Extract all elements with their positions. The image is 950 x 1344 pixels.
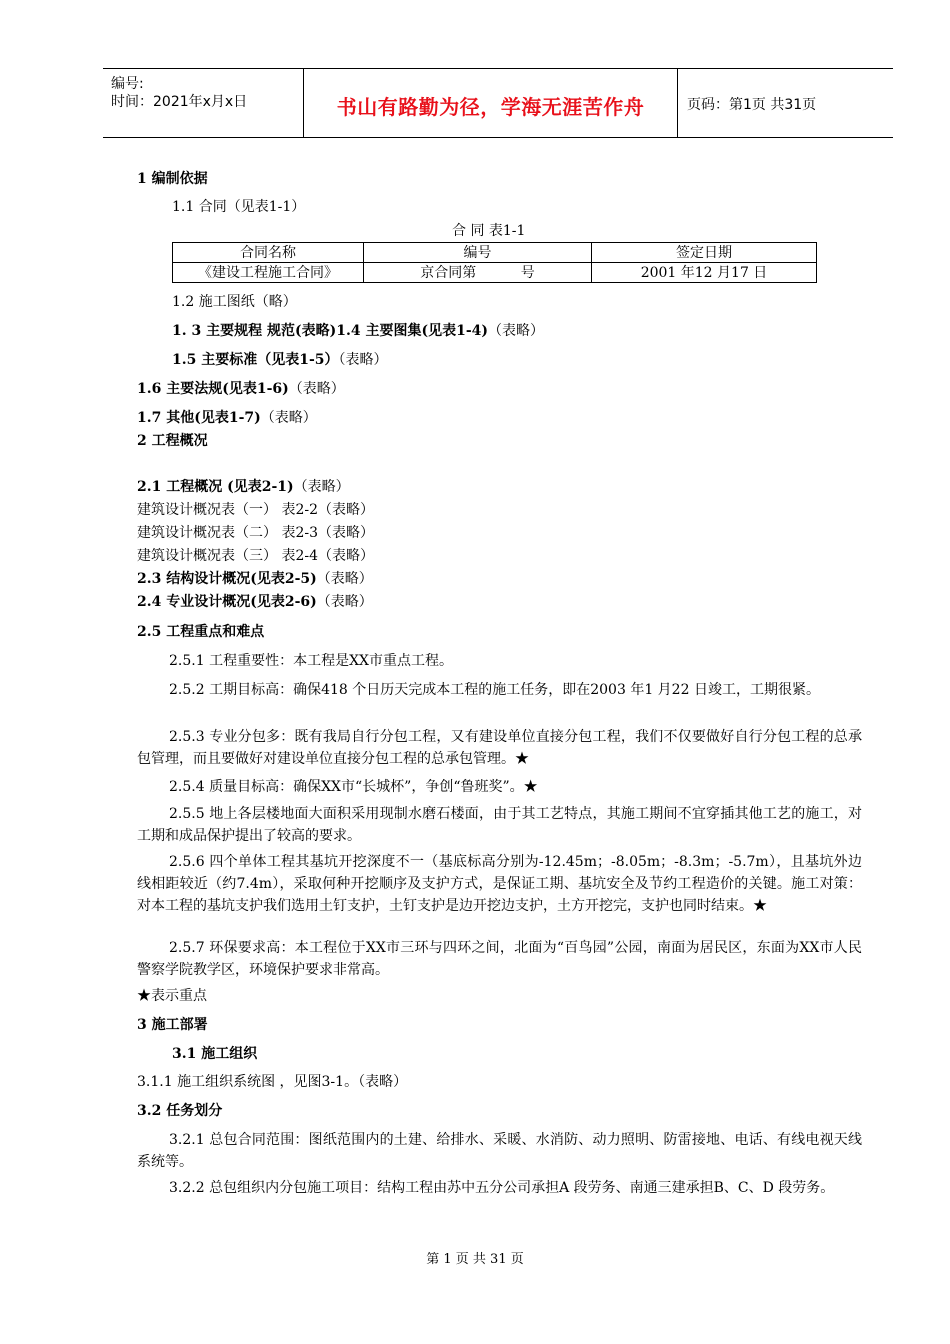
table-header-row	[173, 243, 817, 263]
heading-2-4	[137, 592, 373, 612]
arch-table-ref: 建筑设计概况表（三） 表2-4（表略）	[137, 548, 374, 564]
heading-1-5-note: （表略）	[338, 352, 388, 368]
heading-1-3-note: （表略）	[488, 323, 544, 339]
arch-table-ref: 建筑设计概况表（二） 表2-3（表略）	[137, 525, 374, 541]
heading-2-3-text: 2.3 结构设计概况(见表2-5)	[137, 571, 317, 587]
paragraph-3-2-2: 3.2.2 总包组织内分包施工项目：结构工程由苏中五分公司承担A 段劳务、南通三建承担B、C、D 段劳务。	[169, 1180, 835, 1196]
table-cell: 2001 年12 月17 日	[592, 263, 817, 283]
paragraph-2-5-4: 2.5.4 质量目标高：确保XX市“长城杯”，争创“鲁班奖”。★	[169, 779, 538, 795]
heading-2-1	[137, 477, 350, 497]
heading-2: 2 工程概况	[137, 433, 208, 449]
heading-2-3-note: （表略）	[316, 571, 373, 587]
table-header-cell: 合同名称	[173, 243, 364, 263]
paragraph-2-5-3: 2.5.3 专业分包多：既有我局自行分包工程，又有建设单位直接分包工程，我们不仅要做好自行分包工程的总承包管理，而且要做好对建设单位直接分包工程的总承包管理。★	[137, 729, 862, 767]
heading-1-7-text: 1.7 其他(见表1-7)	[137, 410, 261, 426]
heading-2-5: 2.5 工程重点和难点	[137, 624, 265, 640]
heading-1-2: 1.2 施工图纸（略）	[172, 294, 297, 310]
paragraph-2-5-1: 2.5.1 工程重要性：本工程是XX市重点工程。	[169, 653, 454, 669]
header-divider	[677, 69, 678, 137]
heading-2-1-note: （表略）	[293, 479, 350, 495]
heading-2-1-text: 2.1 工程概况 (见表2-1)	[137, 479, 294, 495]
table-header-cell: 编号	[364, 243, 592, 263]
page-footer: 第 1 页 共 31 页	[426, 1252, 524, 1267]
heading-1-3	[172, 321, 544, 341]
serial-label: 编号:	[111, 76, 144, 92]
table-header-cell: 签定日期	[592, 243, 817, 263]
heading-1: 1 编制依据	[137, 171, 208, 187]
heading-1-6-text: 1.6 主要法规(见表1-6)	[137, 381, 289, 397]
paragraph-2-5-5: 2.5.5 地上各层楼地面大面积采用现制水磨石楼面，由于其工艺特点，其施工期间不宜穿插其他工艺的施工，对工期和成品保护提出了较高的要求。	[137, 806, 862, 844]
table-title: 合 同 表1-1	[452, 223, 526, 239]
time-label: 时间：2021年x月x日	[111, 94, 248, 110]
paragraph-2-5-7: 2.5.7 环保要求高：本工程位于XX市三环与四环之间，北面为“百鸟园”公园，南面为居民区，东面为XX市人民警察学院教学区，环境保护要求非常高。	[137, 940, 862, 978]
heading-3-2: 3.2 任务划分	[137, 1103, 223, 1119]
paragraph-3-2-1: 3.2.1 总包合同范围：图纸范围内的土建、给排水、采暖、水消防、动力照明、防雷接地、电话、有线电视天线系统等。	[137, 1132, 862, 1170]
header-motto: 书山有路勤为径，学海无涯苦作舟	[336, 95, 645, 119]
heading-1-7-note: （表略）	[260, 410, 317, 426]
arch-table-ref: 建筑设计概况表（一） 表2-2（表略）	[137, 502, 374, 518]
contract-table	[172, 242, 817, 283]
heading-1-5-text: 1.5 主要标准（见表1-5）	[172, 352, 339, 368]
heading-1-7	[137, 408, 317, 428]
paragraph-2-5-6: 2.5.6 四个单体工程其基坑开挖深度不一（基底标高分别为-12.45m；-8.05m；-8.3m；-5.7m），且基坑外边线相距较近（约7.4m），采取何种开挖顺序及支护方式，是保证工期、基坑安全及节约工程造价的关键。施工对策：对本工程的基坑支护我们选用土钉支护，土钉支护是边开挖边支护，土方开挖完，支护也同时结束。★	[137, 854, 862, 914]
table-cell: 《建设工程施工合同》	[173, 263, 364, 283]
heading-2-3	[137, 569, 373, 589]
heading-2-4-note: （表略）	[316, 594, 373, 610]
paragraph-2-5-2: 2.5.2 工期目标高：确保418 个日历天完成本工程的施工任务，即在2003 年1 月22 日竣工，工期很紧。	[169, 682, 820, 698]
heading-3-1-1: 3.1.1 施工组织系统图 ，见图3-1。（表略）	[137, 1074, 408, 1090]
header-page-info: 页码：第1页 共31页	[687, 97, 817, 113]
page-header	[103, 68, 893, 138]
heading-1-6-note: （表略）	[288, 381, 345, 397]
heading-1-3-text: 1. 3 主要规程 规范(表略)1.4 主要图集(见表1-4)	[172, 323, 488, 339]
heading-1-1: 1.1 合同（见表1-1）	[172, 199, 306, 215]
heading-3-1: 3.1 施工组织	[172, 1046, 258, 1062]
heading-1-5	[172, 350, 388, 370]
heading-1-6	[137, 379, 345, 399]
heading-3: 3 施工部署	[137, 1017, 208, 1033]
table-cell: 京合同第 号	[364, 263, 592, 283]
star-note: ★表示重点	[137, 988, 207, 1004]
heading-2-4-text: 2.4 专业设计概况(见表2-6)	[137, 594, 317, 610]
table-row	[173, 263, 817, 283]
header-meta	[103, 69, 303, 137]
